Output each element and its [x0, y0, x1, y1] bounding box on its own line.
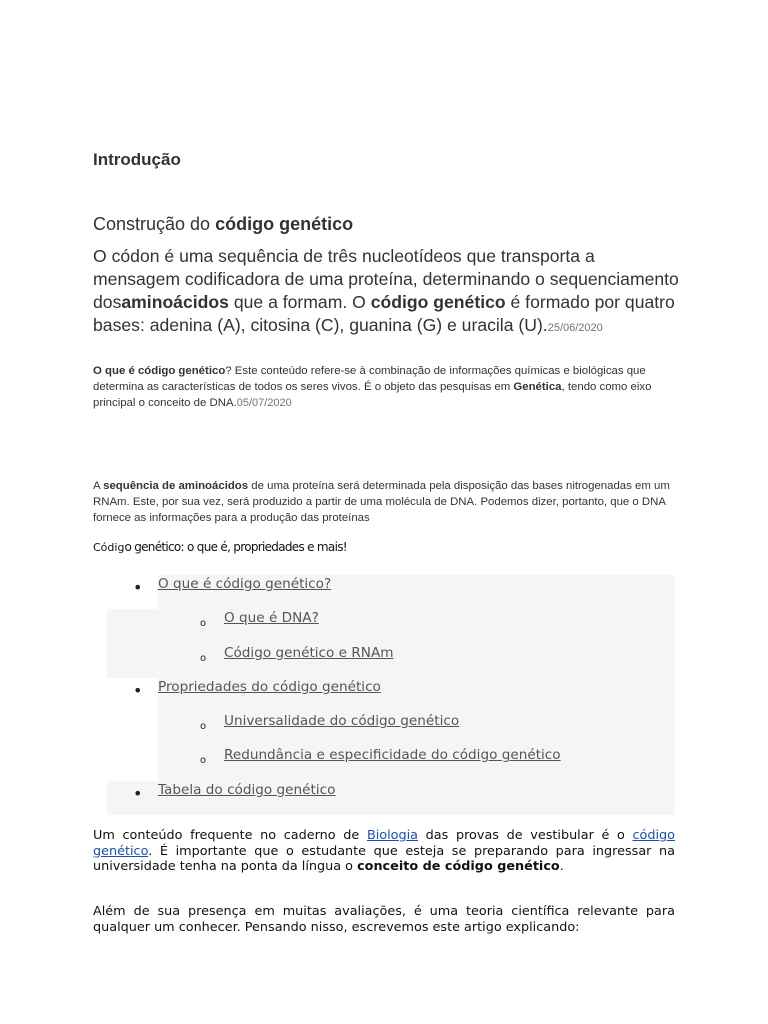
toc-link-o-que-e[interactable]: O que é código genético?: [158, 576, 332, 592]
oque-text-1: ? Este conteúdo refere-se à combinação de informações químicas e biológicas que determina as características de todos os seres vivos. É o objeto das pesquisas em: [93, 365, 646, 393]
toc-link-dna[interactable]: O que é DNA?: [224, 610, 319, 627]
toc-link-rnam[interactable]: Código genético e RNAm: [224, 644, 394, 661]
lead-text-1: O códon é uma sequência de três nucleotídeos que transporta a mensagem codificadora de uma proteína, determinando o sequenciamento dos: [93, 246, 679, 312]
seq-text-2: de uma proteína será determinada pela disposição das bases nitrogenadas em um RNAm. Este, por sua vez, será produzido a partir de uma molécula de DNA. Podemos dizer, portanto, que o DNA fornece as informações para a produção das proteínas: [93, 480, 670, 524]
toc-item: [93, 781, 675, 815]
subheading-prefix: Construção do: [93, 214, 216, 234]
toc-item: [93, 678, 675, 712]
subheading-bold: código genético: [215, 214, 354, 234]
bullet-circle-icon: o: [200, 721, 207, 733]
oque-paragraph: [93, 363, 683, 411]
biologia-link[interactable]: Biologia: [366, 828, 419, 843]
conteudo-text-4: .: [559, 859, 564, 875]
oque-text-2: , tendo como eixo principal o conceito de DNA.: [93, 381, 652, 409]
bullet-circle-icon: o: [200, 652, 207, 664]
conteudo-text-3: . É importante que o estudante que esteja se preparando para ingressar na universidade tenha na ponta da língua o: [93, 843, 675, 875]
toc-title-rest: o genético: o que é, propriedades e mais!: [124, 540, 347, 554]
conteudo-paragraph: [93, 828, 675, 875]
lead-paragraph: [93, 245, 683, 340]
codigo-genetico-link[interactable]: código genético: [93, 828, 676, 859]
table-of-contents: [93, 575, 675, 815]
toc-title: [93, 540, 347, 554]
toc-link-redundancia[interactable]: Redundância e especificidade do código genético: [224, 747, 561, 764]
toc-link-universalidade[interactable]: Universalidade do código genético: [224, 713, 460, 730]
conteudo-text-1: Um conteúdo frequente no caderno de: [93, 828, 367, 843]
bullet-disc-icon: •: [133, 578, 143, 597]
toc-item: [93, 712, 675, 746]
lead-date: 25/06/2020: [547, 322, 603, 334]
toc-item: [93, 644, 675, 678]
seq-text-1: A: [93, 480, 104, 492]
toc-item: [93, 609, 675, 643]
toc-item: [93, 746, 675, 780]
alem-paragraph: Além de sua presença em muitas avaliações, é uma teoria científica relevante para qualquer um conhecer. Pensando nisso, escrevemos este artigo explicando:: [93, 904, 675, 935]
bullet-circle-icon: o: [200, 755, 207, 767]
oque-date: 05/07/2020: [236, 397, 292, 409]
subheading: [93, 214, 353, 235]
lead-bold-codigo: código genético: [370, 292, 506, 312]
lead-text-2: que a formam. O: [228, 292, 371, 312]
seq-bold-1: sequência de aminoácidos: [103, 480, 249, 492]
toc-link-tabela[interactable]: Tabela do código genético: [158, 781, 336, 798]
section-heading: Introdução: [93, 150, 181, 169]
sequencia-paragraph: [93, 478, 683, 526]
oque-bold-genetica: Genética: [513, 381, 562, 393]
bullet-circle-icon: o: [200, 618, 207, 630]
lead-text-3: é formado por quatro bases: adenina (A), citosina (C), guanina (G) e uracila (U).: [93, 292, 675, 335]
toc-link-propriedades[interactable]: Propriedades do código genético: [158, 678, 381, 695]
toc-item: [93, 575, 675, 609]
bullet-disc-icon: •: [133, 680, 143, 700]
toc-title-lead: Códig: [93, 541, 125, 554]
conteudo-bold-conceito: conceito de código genético: [357, 859, 560, 875]
lead-bold-aminoacidos: aminoácidos: [121, 292, 229, 312]
conteudo-text-2: das provas de vestibular é o: [418, 828, 633, 843]
oque-bold-1: O que é código genético: [93, 365, 226, 377]
bullet-disc-icon: •: [133, 783, 143, 803]
